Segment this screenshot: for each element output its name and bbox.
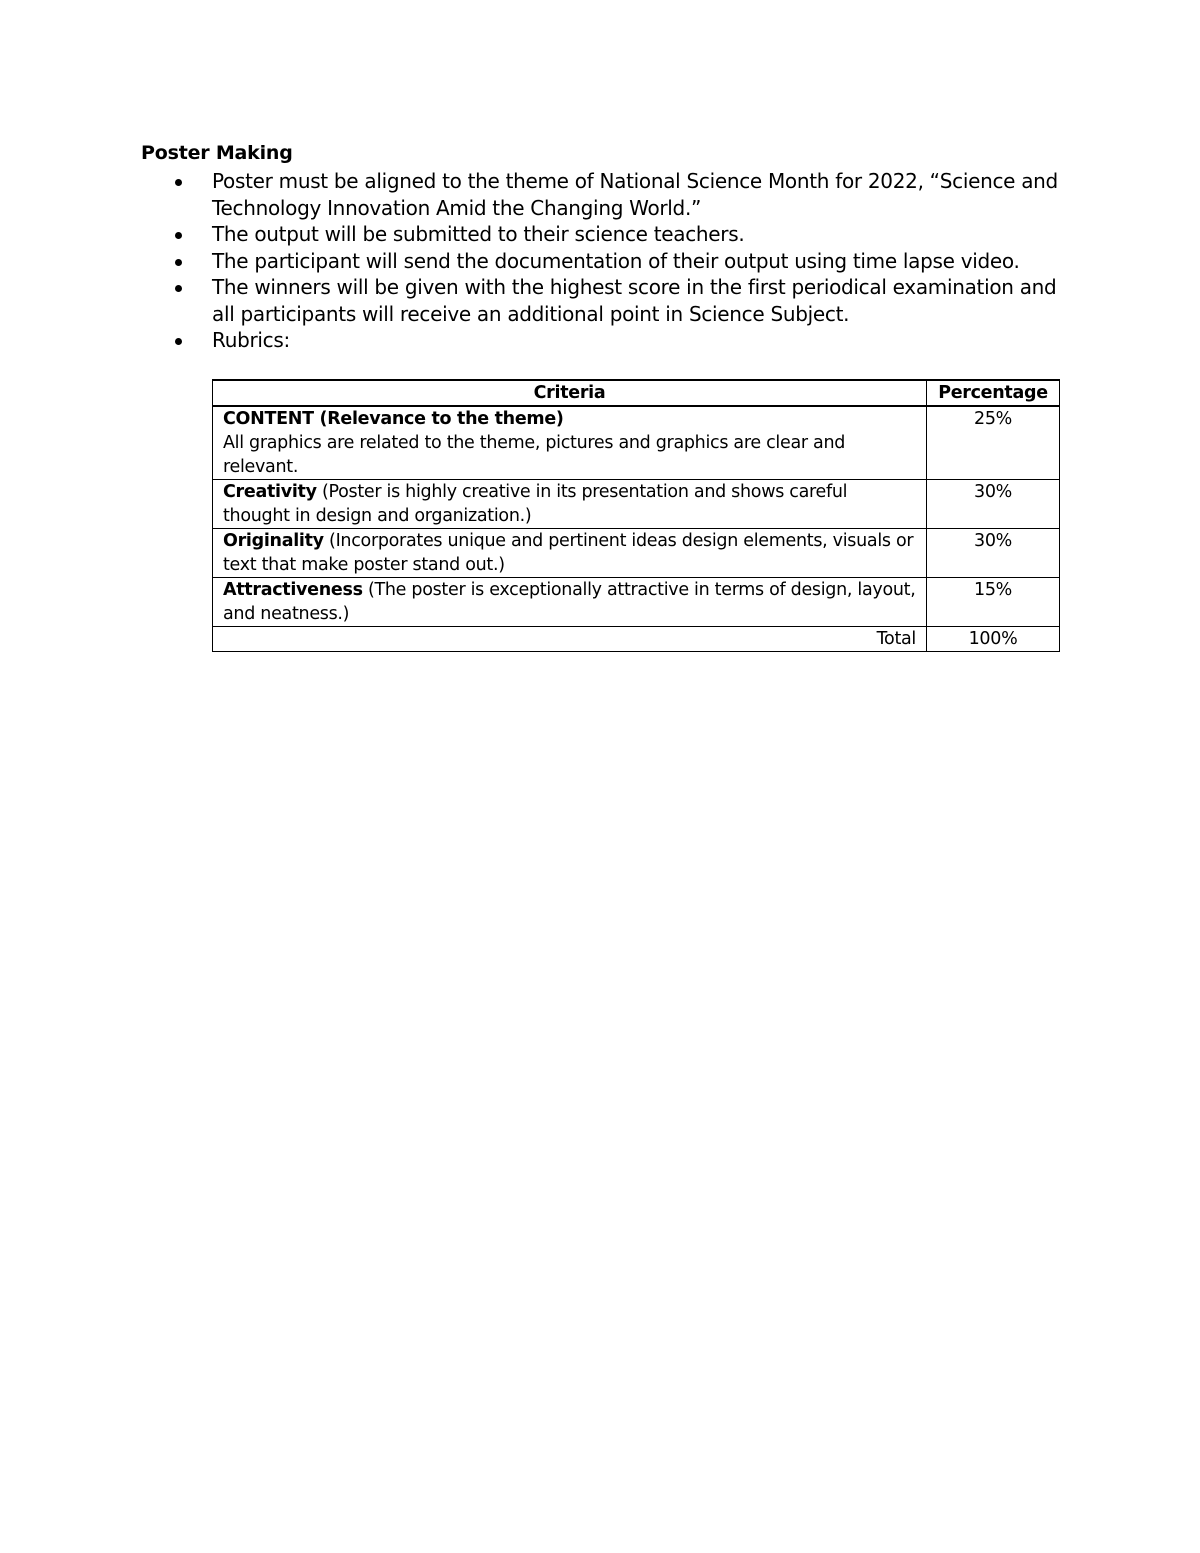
criteria-cell [213, 578, 927, 627]
criteria-description: (Incorporates unique and pertinent ideas design elements, visuals or text that make poster stand out.) [223, 531, 914, 575]
criteria-header: Criteria [213, 380, 927, 406]
requirements-list [212, 168, 1072, 354]
criteria-description: (The poster is exceptionally attractive in terms of design, layout, and neatness.) [223, 580, 916, 624]
criteria-cell [213, 406, 927, 480]
percentage-cell: 15% [927, 578, 1060, 627]
percentage-cell: 25% [927, 406, 1060, 480]
bullet-icon [175, 259, 182, 266]
criteria-title: Originality [223, 531, 324, 551]
table-row [213, 578, 1060, 627]
criteria-cell [213, 480, 927, 529]
percentage-cell: 30% [927, 529, 1060, 578]
table-row [213, 480, 1060, 529]
list-item [212, 327, 1072, 354]
bullet-icon [175, 338, 182, 345]
bullet-icon [175, 232, 182, 239]
bullet-icon [175, 179, 182, 186]
list-item [212, 221, 1072, 248]
list-item-text: The output will be submitted to their science teachers. [212, 222, 745, 246]
criteria-cell [213, 529, 927, 578]
total-label: Total [213, 627, 927, 652]
list-item [212, 274, 1072, 327]
bullet-icon [175, 285, 182, 292]
table-row [213, 406, 1060, 480]
criteria-title: Attractiveness [223, 580, 363, 600]
criteria-description: (Poster is highly creative in its presentation and shows careful thought in design and organization.) [223, 482, 848, 526]
total-row [213, 627, 1060, 652]
criteria-title: Creativity [223, 482, 317, 502]
list-item [212, 168, 1072, 221]
table-header-row [213, 380, 1060, 406]
total-percentage: 100% [927, 627, 1060, 652]
list-item-text: Rubrics: [212, 328, 290, 352]
section-title: Poster Making [141, 142, 293, 164]
percentage-cell: 30% [927, 480, 1060, 529]
list-item-text: The participant will send the documentation of their output using time lapse video. [212, 248, 1020, 273]
table-row [213, 529, 1060, 578]
list-item-text: Poster must be aligned to the theme of National Science Month for 2022, “Science and Technology Innovation Amid the Changing World.” [212, 169, 1058, 220]
rubric-table [212, 379, 1060, 652]
list-item [212, 248, 1072, 275]
percentage-header: Percentage [927, 380, 1060, 406]
criteria-description: All graphics are related to the theme, pictures and graphics are clear and relevant. [223, 433, 846, 477]
criteria-title: CONTENT (Relevance to the theme) [223, 409, 564, 429]
list-item-text: The winners will be given with the highest score in the first periodical examination and all participants will receive an additional point in Science Subject. [212, 275, 1057, 326]
